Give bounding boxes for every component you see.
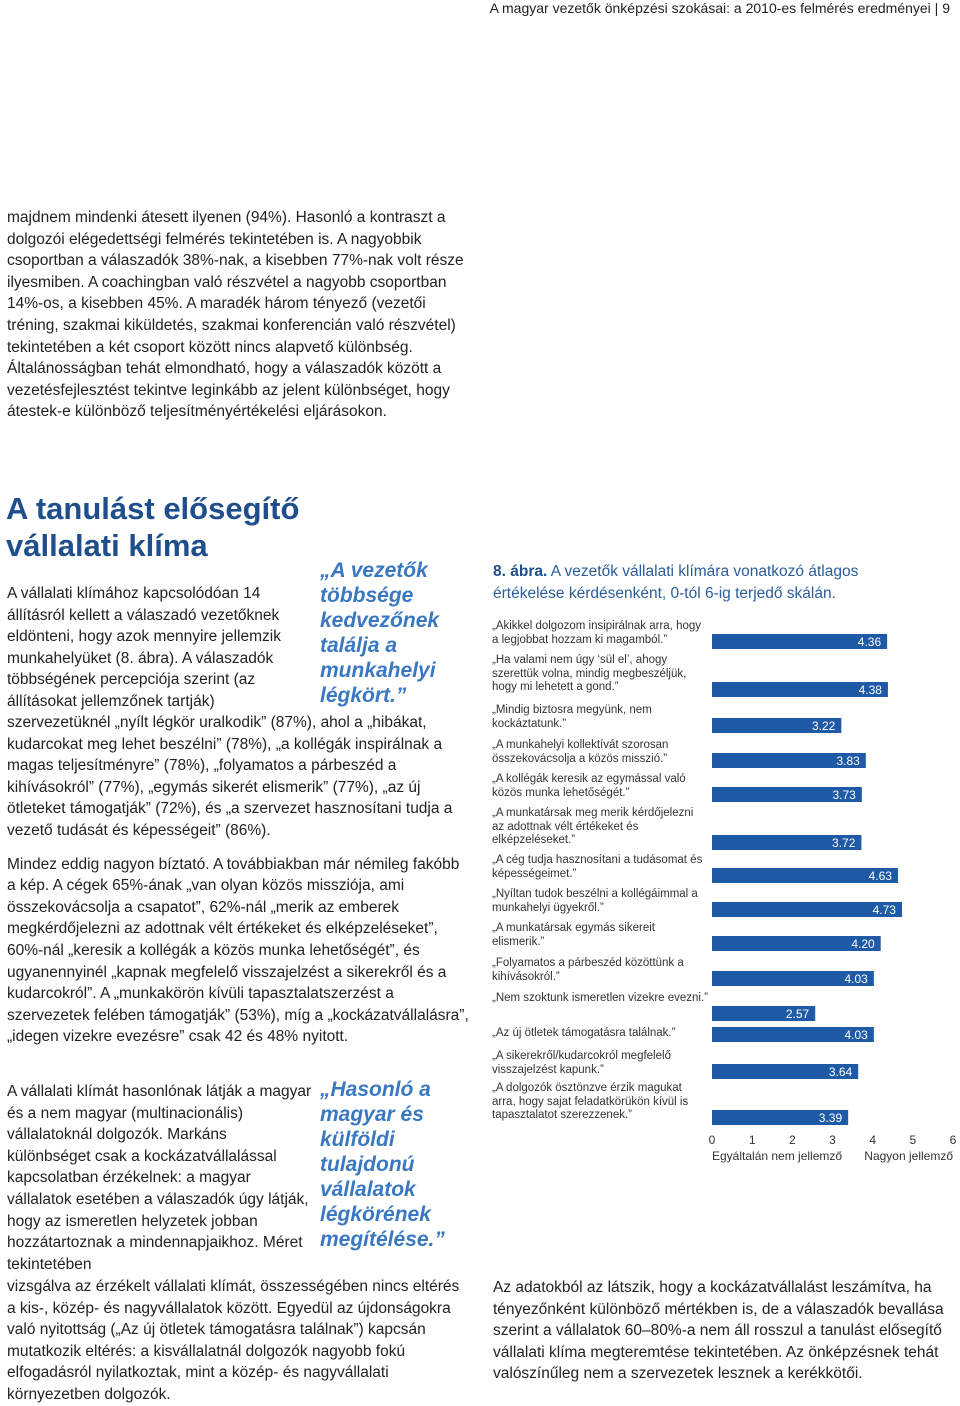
chart-bar-value-label: 4.03 xyxy=(844,1028,868,1042)
chart-x-left-label: Egyáltalán nem jellemző xyxy=(712,1149,843,1163)
chart-bar-value-label: 3.39 xyxy=(818,1111,843,1125)
chart-bar-value-label: 4.36 xyxy=(857,635,882,649)
running-header: A magyar vezetők önképzési szokásai: a 2010-es felmérés eredményei | 9 xyxy=(489,0,950,16)
pullquote-leadership-climate: „A vezetők többsége kedvezőnek találja a munkahelyi légkört.” xyxy=(320,559,440,707)
conclusion-paragraph: Az adatokból az látszik, hogy a kockázatvállalást leszámítva, ha tényezőnként különböző mértékben is, de a válaszadók bevallása szerint a vállalatok 60–80%-a nem áll rosszul a tanulást elősegítő vállalati klíma megteremtése tekintetében. Az önképzésnek tehát valószínűleg nem a szervezetek lesznek a kerékkötői. xyxy=(493,1279,944,1383)
chart-bar-value-label: 4.38 xyxy=(858,683,882,697)
lower-narrow-text: A vállalati klímát hasonlónak látják a magyar és a nem magyar (multinacionális) vállalatoknál dolgozók. Markáns különbséget csak a kockázatvállalással kapcsolatban érzékelnek: a magyar vállalatok esetében a válaszadók úgy látják, hogy az ismeretlen helyzetek jobban hozzátartoznak a mindennapjaikhoz. Méret tekintetében xyxy=(7,1083,312,1273)
chart-category-label: „A munkatársak meg merik kérdőjelezni az adottnak vélt értékeket és elképzeléseket.” xyxy=(492,807,694,846)
chart-bar-value-label: 3.83 xyxy=(836,754,860,768)
chart-category-label: „A munkahelyi kollektívát szorosan összekovácsolja a közös misszió.” xyxy=(492,739,669,765)
chart-bar-value-label: 3.64 xyxy=(828,1065,853,1079)
chart-category-label: „Ha valami nem úgy ‘sül el’, ahogy szerettük volna, mindig megbeszéljük, hogy mi lehetett a gond.” xyxy=(492,654,687,693)
chart-bar-value-label: 4.20 xyxy=(851,937,875,951)
chart-x-tick-label: 2 xyxy=(788,1133,796,1147)
chart-bar-value-label: 4.63 xyxy=(868,869,892,883)
chart-category-label: „Akikkel dolgozom insipirálnak arra, hogy a legjobbat hozzam ki magamból.” xyxy=(492,620,702,646)
section-title: A tanulást elősegítő vállalati klíma xyxy=(6,491,300,563)
chart-x-tick-label: 6 xyxy=(949,1133,957,1147)
chart-bar-value-label: 4.73 xyxy=(872,903,896,917)
chart-x-tick-label: 1 xyxy=(748,1133,756,1147)
body-paragraph-1: szervezetüknél „nyílt légkör uralkodik” (87%), ahol a „hibákat, kudarcokat meg lehet beszélni” (78%), „a kollégák inspirálnak a magas teljesítményre” (78%), „folyamatos a párbeszéd a kihívásokról” (77%), „egymás sikerét elismerik” (77%), „az új ötleteket támogatják” (72%), és „a szervezet hasznosítani tudja a vezető tudását és képességeit” (86%). xyxy=(7,714,453,839)
chart-category-label: „A dolgozók ösztönzve érzik magukat arra, hogy sajat feladatkörükön kívül is tapasztalatot szerezzenek.” xyxy=(492,1082,689,1121)
chart-x-right-label: Nagyon jellemző xyxy=(864,1149,953,1163)
chart-bar-value-label: 3.73 xyxy=(832,788,856,802)
chart-category-label: „A kollégák keresik az egymással való közös munka lehetőségét.” xyxy=(492,773,686,799)
chart-category-label: „Mindig biztosra megyünk, nem kockáztatunk.” xyxy=(492,704,652,730)
figure-caption xyxy=(493,561,933,604)
lower-wide-text: vizsgálva az érzékelt vállalati klímát, összességében nincs eltérés a kis-, közép- és nagyvállalatok között. Egyedül az újdonságokra való nyitottság („Az új ötletek támogatásra találnak”) kapcsán mutatkozik eltérés: a kisvállalatnál dolgozók nagyobb fokú elfogadásról nyilatkoztak, mint a közép- és nagyvállalati környezetben dolgozók. xyxy=(7,1278,460,1403)
intro-paragraph: majdnem mindenki átesett ilyenen (94%). Hasonló a kontraszt a dolgozói elégedettségi felmérés tekintetében is. A nagyobbik csoportban a válaszadók 38%-nak, a kisebben 77%-nak volt része ilyesmiben. A coachingban való részvétel a nagyobb csoportban 14%-os, a kisebben 45%. A maradék három tényező (vezetői tréning, szakmai kiküldetés, szakmai konferencián való részvétel) tekintetében a két csoport között nincs alapvető különbség. Általánosságban tehát elmondható, hogy a válaszadók között a vezetésfejlesztést tekintve leginkább az jelent különbséget, hogy átestek-e különböző teljesítményértékelési eljárásokon. xyxy=(7,209,464,421)
figure-number: 8. ábra. xyxy=(493,563,548,580)
chart-category-label: „Nem szoktunk ismeretlen vizekre evezni.” xyxy=(492,992,709,1004)
chart-bar-value-label: 3.22 xyxy=(811,719,836,733)
section-narrow-text: A vállalati klímához kapcsolódóan 14 állításról kellett a válaszadó vezetőknek eldönteni, hogy azok mennyire jellemzik munkahelyüket (8. ábra). A válaszadók többségének percepciója szerint (az állításokat jellemzőnek tartják) xyxy=(7,585,281,710)
chart-category-label: „A sikerekről/kudarcokról megfelelő visszajelzést kapunk.” xyxy=(492,1050,671,1076)
pullquote-ownership-climate: „Hasonló a magyar és külföldi tulajdonú vállalatok légkörének megítélése.” xyxy=(320,1078,445,1251)
chart-svg xyxy=(490,612,960,1172)
chart-category-label: „A munkatársak egymás sikereit elismerik.” xyxy=(492,922,655,948)
chart-category-label: „Folyamatos a párbeszéd közöttünk a kihívásokról.” xyxy=(492,957,684,983)
climate-bar-chart xyxy=(490,612,960,1172)
chart-x-tick-label: 0 xyxy=(708,1133,716,1147)
chart-bar-value-label: 3.72 xyxy=(832,836,856,850)
chart-x-tick-label: 3 xyxy=(829,1133,836,1147)
chart-category-label: „Nyíltan tudok beszélni a kollégáimmal a munkahelyi ügyekről.” xyxy=(492,888,698,914)
chart-bar-value-label: 4.03 xyxy=(844,972,868,986)
chart-x-tick-label: 4 xyxy=(869,1133,877,1147)
section-body xyxy=(7,712,472,1060)
figure-caption-text: A vezetők vállalati klímára vonatkozó átlagos értékelése kérdésenként, 0-tól 6-ig terjedő skálán. xyxy=(493,563,859,602)
body-paragraph-2: Mindez eddig nagyon bíztató. A továbbiakban már némileg fakóbb a kép. A cégek 65%-ának „van olyan közös missziója, ami összekovácsolja a csapatot”, 62%-nál „merik az emberek megkérdőjelezni az adottnak vélt értékeket és elképzeléseket”, 60%-nál „keresik a kollégák a közös munka lehetőségét”, és ugyanennyinél „kapnak megfelelő visszajelzést a sikerekről és a kudarcokról”. A „munkakörön kívüli tapasztalatszerzést a szervezetek felében támogatják” (53%), míg a „kockázatvállalásra”, „idegen vizekre evezésre” csak 42 és 48% nyitott. xyxy=(7,855,469,1046)
chart-x-tick-label: 5 xyxy=(909,1133,917,1147)
chart-category-label: „Az új ötletek támogatásra találnak.” xyxy=(492,1027,676,1039)
chart-category-label: „A cég tudja hasznosítani a tudásomat és képességeimet.” xyxy=(492,854,703,880)
chart-bar-value-label: 2.57 xyxy=(785,1007,810,1021)
